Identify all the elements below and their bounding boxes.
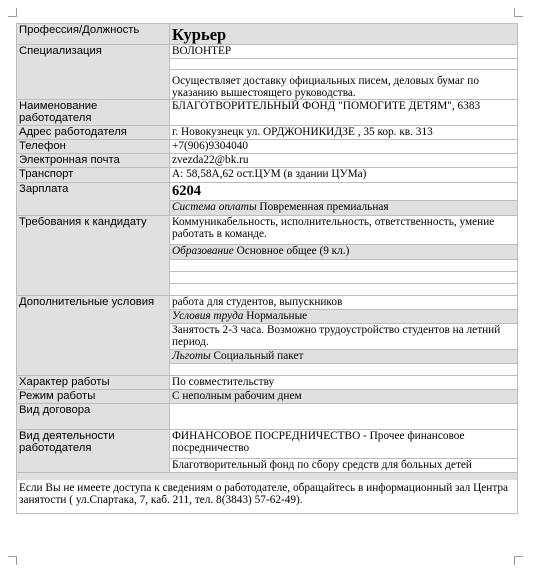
benefits-label: Льготы [172, 350, 211, 362]
empty-cell [170, 272, 518, 284]
education-label: Образование [172, 245, 234, 257]
additional-label: Дополнительные условия [17, 296, 170, 376]
education [170, 245, 518, 260]
page-corner-mark [8, 8, 17, 17]
access-note [17, 473, 518, 514]
benefits [170, 350, 518, 364]
education-value: Основное общее (9 кл.) [233, 245, 350, 257]
pay-system [170, 201, 518, 216]
row-phone [17, 140, 518, 154]
access-note-text: Если Вы не имеете доступа к сведениям о работодателе, обращайтесь в информационный зал Центра занятости ( ул.Спартака, 7, каб. 211, тел. 8(3843) 57-62-49). [19, 482, 509, 506]
salary-value: 6204 [170, 183, 518, 201]
work-mode-label: Режим работы [17, 390, 170, 404]
specialization-description: Осуществляет доставку официальных писем, деловых бумаг по указанию вышестоящего руководства. [170, 70, 518, 100]
transport-value: А: 58,58А,62 ост.ЦУМ (в здании ЦУМа) [170, 168, 518, 183]
benefits-value: Социальный пакет [210, 350, 304, 362]
row-specialization [17, 45, 518, 59]
row-profession [17, 24, 518, 45]
row-email [17, 154, 518, 168]
additional-students: работа для студентов, выпускников [170, 296, 518, 310]
page-corner-mark [514, 8, 523, 17]
row-work-mode [17, 390, 518, 404]
work-conditions-value: Нормальные [243, 310, 308, 322]
contract-value [170, 404, 518, 430]
pay-system-label: Система оплаты [172, 201, 257, 213]
page-corner-mark [514, 556, 523, 565]
transport-label: Транспорт [17, 168, 170, 183]
row-requirements [17, 216, 518, 245]
row-activity [17, 430, 518, 459]
phone-label: Телефон [17, 140, 170, 154]
empty-cell [170, 364, 518, 376]
row-employer-name [17, 100, 518, 126]
additional-employment: Занятость 2-3 часа. Возможно трудоустройство студентов на летний период. [170, 324, 518, 350]
employer-address-label: Адрес работодателя [17, 126, 170, 140]
row-additional [17, 296, 518, 310]
specialization-label: Специализация [17, 45, 170, 100]
profession-label: Профессия/Должность [17, 24, 170, 45]
requirements-value: Коммуникабельность, исполнительность, ответственность, умение работать в команде. [170, 216, 518, 245]
row-footer [17, 473, 518, 514]
row-contract [17, 404, 518, 430]
empty-cell [170, 59, 518, 70]
empty-cell [170, 260, 518, 272]
work-conditions-label: Условия труда [172, 310, 244, 322]
empty-cell [170, 284, 518, 296]
employer-name-label: Наименование работодателя [17, 100, 170, 126]
activity-label: Вид деятельности работодателя [17, 430, 170, 473]
requirements-label: Требования к кандидату [17, 216, 170, 296]
row-employer-address [17, 126, 518, 140]
contract-label: Вид договора [17, 404, 170, 430]
activity-description: Благотворительный фонд по сбору средств для больных детей [170, 459, 518, 473]
work-conditions [170, 310, 518, 324]
email-value: zvezda22@bk.ru [170, 154, 518, 168]
work-nature-label: Характер работы [17, 376, 170, 390]
work-mode-value: С неполным рабочим днем [170, 390, 518, 404]
employer-address-value: г. Новокузнецк ул. ОРДЖОНИКИДЗЕ , 35 кор. кв. 313 [170, 126, 518, 140]
phone-value: +7(906)9304040 [170, 140, 518, 154]
page-corner-mark [8, 556, 17, 565]
salary-label: Зарплата [17, 183, 170, 216]
email-label: Электронная почта [17, 154, 170, 168]
employer-name-value: БЛАГОТВОРИТЕЛЬНЫЙ ФОНД "ПОМОГИТЕ ДЕТЯМ", 6383 [170, 100, 518, 126]
pay-system-value: Повременная премиальная [256, 201, 389, 213]
specialization-value: ВОЛОНТЕР [170, 45, 518, 59]
vacancy-table [16, 23, 518, 514]
activity-value: ФИНАНСОВОЕ ПОСРЕДНИЧЕСТВО - Прочее финансовое посредничество [170, 430, 518, 459]
profession-value: Курьер [170, 24, 518, 45]
row-transport [17, 168, 518, 183]
row-salary [17, 183, 518, 201]
row-work-nature [17, 376, 518, 390]
work-nature-value: По совместительству [170, 376, 518, 390]
